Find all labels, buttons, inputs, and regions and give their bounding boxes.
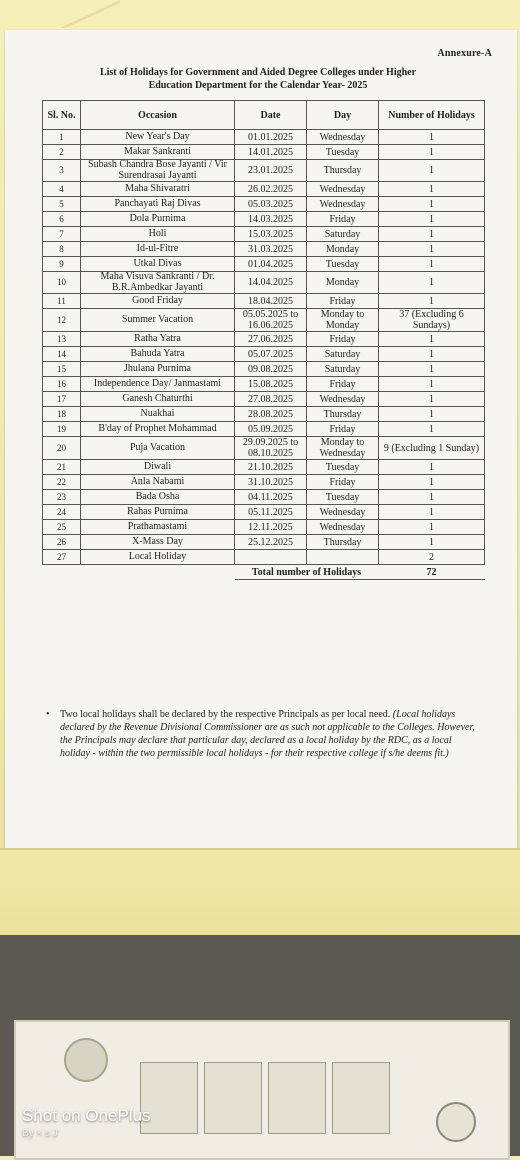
cell-day: Friday (307, 212, 379, 227)
cell-occasion: Subash Chandra Bose Jayanti / Vir Surendrasai Jayanti (81, 160, 235, 182)
table-row (43, 160, 485, 182)
table-row (43, 212, 485, 227)
cell-sl-no: 5 (43, 197, 81, 212)
table-row (43, 257, 485, 272)
camera-watermark: Shot on OnePlus (22, 1106, 151, 1125)
cell-number: 37 (Excluding 6 Sundays) (379, 309, 485, 332)
cell-number: 1 (379, 130, 485, 145)
cell-sl-no: 3 (43, 160, 81, 182)
table-row (43, 422, 485, 437)
cell-date: 05.09.2025 (235, 422, 307, 437)
cell-occasion: Prathamastami (81, 520, 235, 535)
annexure-label: Annexure-A (437, 48, 492, 59)
cell-date: 15.08.2025 (235, 377, 307, 392)
total-spacer (43, 565, 81, 580)
cell-occasion: Nuakhai (81, 407, 235, 422)
cell-sl-no: 6 (43, 212, 81, 227)
cell-occasion: B'day of Prophet Mohammad (81, 422, 235, 437)
cell-sl-no: 11 (43, 294, 81, 309)
cell-day: Tuesday (307, 490, 379, 505)
cell-day: Thursday (307, 535, 379, 550)
total-spacer (81, 565, 235, 580)
cell-date: 31.03.2025 (235, 242, 307, 257)
cell-day: Wednesday (307, 392, 379, 407)
cell-day: Friday (307, 422, 379, 437)
cell-sl-no: 24 (43, 505, 81, 520)
cell-occasion: Id-ul-Fitre (81, 242, 235, 257)
cell-date (235, 550, 307, 565)
cell-occasion: Diwali (81, 460, 235, 475)
cell-date: 04.11.2025 (235, 490, 307, 505)
cell-date: 27.08.2025 (235, 392, 307, 407)
cell-occasion: Bahuda Yatra (81, 347, 235, 362)
cell-occasion: Holi (81, 227, 235, 242)
switchboard-plate (14, 1020, 510, 1160)
cell-date: 09.08.2025 (235, 362, 307, 377)
header-day: Day (307, 101, 379, 130)
document-title (48, 66, 468, 92)
table-row (43, 130, 485, 145)
cell-sl-no: 13 (43, 332, 81, 347)
table-row (43, 242, 485, 257)
cell-date: 14.03.2025 (235, 212, 307, 227)
cell-occasion: Local Holiday (81, 550, 235, 565)
table-body (43, 130, 485, 565)
power-socket-icon (64, 1038, 108, 1082)
table-row (43, 392, 485, 407)
cell-sl-no: 23 (43, 490, 81, 505)
cell-number: 1 (379, 505, 485, 520)
cell-date: 14.04.2025 (235, 272, 307, 294)
cell-sl-no: 7 (43, 227, 81, 242)
cell-sl-no: 4 (43, 182, 81, 197)
cell-number: 1 (379, 182, 485, 197)
table-header-row (43, 101, 485, 130)
cell-date: 05.11.2025 (235, 505, 307, 520)
table-row (43, 505, 485, 520)
cell-day: Wednesday (307, 130, 379, 145)
table-row (43, 407, 485, 422)
switch-icon (268, 1062, 326, 1134)
cell-number: 1 (379, 257, 485, 272)
header-occasion: Occasion (81, 101, 235, 130)
table-row (43, 294, 485, 309)
table-row (43, 437, 485, 460)
cell-sl-no: 22 (43, 475, 81, 490)
cell-occasion: Jhulana Purnima (81, 362, 235, 377)
cell-date: 18.04.2025 (235, 294, 307, 309)
cell-day (307, 550, 379, 565)
cell-occasion: Maha Shivaratri (81, 182, 235, 197)
local-holiday-note (46, 708, 480, 760)
table-row (43, 197, 485, 212)
cell-occasion: Panchayati Raj Divas (81, 197, 235, 212)
cell-day: Tuesday (307, 257, 379, 272)
cell-number: 1 (379, 227, 485, 242)
cell-number: 1 (379, 294, 485, 309)
cell-number: 1 (379, 460, 485, 475)
note-bullet: • (46, 709, 50, 720)
camera-watermark-sub: By × s J (22, 1128, 58, 1139)
cell-day: Thursday (307, 407, 379, 422)
cell-date: 29.09.2025 to 08.10.2025 (235, 437, 307, 460)
table-row (43, 362, 485, 377)
cell-number: 1 (379, 362, 485, 377)
table-row (43, 347, 485, 362)
cell-sl-no: 15 (43, 362, 81, 377)
cell-day: Wednesday (307, 505, 379, 520)
cell-date: 26.02.2025 (235, 182, 307, 197)
cell-date: 25.12.2025 (235, 535, 307, 550)
cell-day: Monday (307, 272, 379, 294)
cell-date: 05.07.2025 (235, 347, 307, 362)
cell-day: Wednesday (307, 197, 379, 212)
table-row (43, 535, 485, 550)
cell-date: 21.10.2025 (235, 460, 307, 475)
cell-occasion: Independence Day/ Janmastami (81, 377, 235, 392)
cell-date: 23.01.2025 (235, 160, 307, 182)
cell-date: 31.10.2025 (235, 475, 307, 490)
cell-sl-no: 26 (43, 535, 81, 550)
holiday-table (42, 100, 485, 580)
cell-occasion: Summer Vacation (81, 309, 235, 332)
cell-day: Saturday (307, 347, 379, 362)
cell-occasion: New Year's Day (81, 130, 235, 145)
cell-number: 1 (379, 145, 485, 160)
note-italic-text: (Local holidays declared by the Revenue Divisional Commissioner are as such not applicable to the Colleges. However, the Principals may declare that particular day, declared as a local holiday by the RDC, as a local holiday - within the two permissible local holidays - for their respective college if s/he deems fit.) (60, 709, 475, 759)
cell-occasion: Maha Visuva Sankranti / Dr. B.R.Ambedkar Jayanti (81, 272, 235, 294)
cell-day: Wednesday (307, 182, 379, 197)
cell-number: 1 (379, 535, 485, 550)
cell-occasion: Ganesh Chaturthi (81, 392, 235, 407)
cell-occasion: Utkal Divas (81, 257, 235, 272)
cell-occasion: Puja Vacation (81, 437, 235, 460)
cell-sl-no: 19 (43, 422, 81, 437)
title-line-2: Education Department for the Calendar Year- 2025 (148, 80, 368, 91)
cell-number: 1 (379, 242, 485, 257)
table-row (43, 520, 485, 535)
cell-occasion: Makar Sankranti (81, 145, 235, 160)
cell-sl-no: 27 (43, 550, 81, 565)
cell-sl-no: 18 (43, 407, 81, 422)
regulator-knob-icon (436, 1102, 476, 1142)
header-sl-no: Sl. No. (43, 101, 81, 130)
cell-occasion: Good Friday (81, 294, 235, 309)
header-date: Date (235, 101, 307, 130)
table-row (43, 490, 485, 505)
note-main-text: Two local holidays shall be declared by the respective Principals as per local need. (60, 709, 391, 720)
cell-date: 05.03.2025 (235, 197, 307, 212)
table-row (43, 332, 485, 347)
cell-number: 1 (379, 490, 485, 505)
cell-sl-no: 17 (43, 392, 81, 407)
cell-day: Monday to Wednesday (307, 437, 379, 460)
cell-sl-no: 10 (43, 272, 81, 294)
cell-date: 12.11.2025 (235, 520, 307, 535)
total-label: Total number of Holidays (235, 565, 379, 580)
cell-sl-no: 25 (43, 520, 81, 535)
cell-date: 14.01.2025 (235, 145, 307, 160)
cell-number: 1 (379, 212, 485, 227)
table-row (43, 550, 485, 565)
table-row (43, 475, 485, 490)
cell-number: 1 (379, 520, 485, 535)
cell-day: Monday (307, 242, 379, 257)
header-number-of-holidays: Number of Holidays (379, 101, 485, 130)
cell-number: 1 (379, 197, 485, 212)
cell-number: 1 (379, 392, 485, 407)
total-value: 72 (379, 565, 485, 580)
cell-number: 1 (379, 160, 485, 182)
cell-day: Friday (307, 475, 379, 490)
cell-number: 2 (379, 550, 485, 565)
cell-sl-no: 8 (43, 242, 81, 257)
cell-day: Saturday (307, 362, 379, 377)
cell-sl-no: 14 (43, 347, 81, 362)
cell-day: Wednesday (307, 520, 379, 535)
table-row (43, 377, 485, 392)
title-line-1: List of Holidays for Government and Aided Degree Colleges under Higher (99, 67, 417, 78)
cell-number: 1 (379, 475, 485, 490)
cell-sl-no: 1 (43, 130, 81, 145)
table-row (43, 309, 485, 332)
cell-number: 1 (379, 347, 485, 362)
table-row (43, 182, 485, 197)
cell-date: 27.06.2025 (235, 332, 307, 347)
cell-occasion: Bada Osha (81, 490, 235, 505)
cell-occasion: Anla Nabami (81, 475, 235, 490)
cell-date: 01.01.2025 (235, 130, 307, 145)
cell-date: 28.08.2025 (235, 407, 307, 422)
cell-sl-no: 21 (43, 460, 81, 475)
cell-day: Tuesday (307, 145, 379, 160)
table-row (43, 272, 485, 294)
cell-number: 1 (379, 422, 485, 437)
total-row (43, 565, 485, 580)
cell-occasion: Ratha Yatra (81, 332, 235, 347)
cell-occasion: Rahas Purnima (81, 505, 235, 520)
cell-day: Friday (307, 332, 379, 347)
cell-number: 9 (Excluding 1 Sunday) (379, 437, 485, 460)
cell-sl-no: 9 (43, 257, 81, 272)
table-row (43, 227, 485, 242)
cell-number: 1 (379, 272, 485, 294)
cell-date: 01.04.2025 (235, 257, 307, 272)
switch-icon (204, 1062, 262, 1134)
cell-sl-no: 12 (43, 309, 81, 332)
cell-day: Tuesday (307, 460, 379, 475)
cell-day: Monday to Monday (307, 309, 379, 332)
cell-sl-no: 20 (43, 437, 81, 460)
cell-date: 05.05.2025 to 16.06.2025 (235, 309, 307, 332)
cell-number: 1 (379, 377, 485, 392)
cell-number: 1 (379, 332, 485, 347)
cell-occasion: X-Mass Day (81, 535, 235, 550)
cell-day: Friday (307, 377, 379, 392)
cell-sl-no: 2 (43, 145, 81, 160)
table-row (43, 460, 485, 475)
table-row (43, 145, 485, 160)
cell-occasion: Dola Purnima (81, 212, 235, 227)
cell-number: 1 (379, 407, 485, 422)
cell-day: Thursday (307, 160, 379, 182)
cell-sl-no: 16 (43, 377, 81, 392)
cell-day: Friday (307, 294, 379, 309)
switch-icon (332, 1062, 390, 1134)
cell-day: Saturday (307, 227, 379, 242)
cell-date: 15.03.2025 (235, 227, 307, 242)
